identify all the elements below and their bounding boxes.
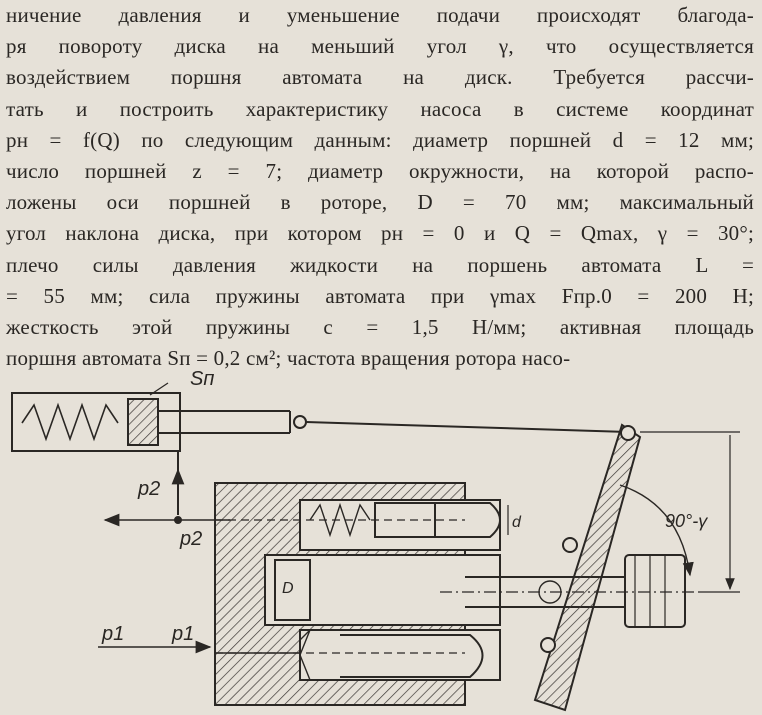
- text-line-8: угол наклона диска, при котором pн = 0 и Q = Qmax, γ = 30°;: [6, 221, 754, 246]
- pump-diagram: [0, 355, 762, 715]
- text-line-7: ложены оси поршней в роторе, D = 70 мм; максимальный: [6, 190, 754, 215]
- label-p1-inner: p1: [172, 623, 195, 645]
- label-angle: 90°-γ: [665, 511, 708, 531]
- text-line-5: pн = f(Q) по следующим данным: диаметр поршней d = 12 мм;: [6, 127, 754, 152]
- text-line-9: плечо силы давления жидкости на поршень автомата L =: [6, 252, 754, 277]
- label-p1-left: p1: [102, 623, 125, 645]
- text-line-10: = 55 мм; сила пружины автомата при γmax Fпр.0 = 200 Н;: [6, 283, 754, 308]
- label-D: D: [282, 580, 294, 597]
- pump-body: [215, 483, 500, 705]
- problem-text: [6, 0, 754, 374]
- text-line-11: жесткость этой пружины c = 1,5 Н/мм; активная площадь: [6, 314, 754, 339]
- text-line-12: поршня автомата Sп = 0,2 см²; частота вращения ротора насо-: [6, 346, 571, 371]
- text-line-1: ничение давления и уменьшение подачи происходят благода-: [6, 3, 754, 27]
- text-line-6: число поршней z = 7; диаметр окружности, на которой распо-: [6, 158, 754, 183]
- text-line-2: ря повороту диска на меньший угол γ, что осуществляется: [6, 34, 754, 59]
- label-d: d: [512, 514, 521, 531]
- text-line-3: воздействием поршня автомата на диск. Требуется рассчи-: [6, 65, 754, 90]
- label-p2-bottom: p2: [180, 528, 203, 550]
- label-p2-top: p2: [138, 478, 161, 500]
- label-s-p: Sп: [190, 368, 215, 390]
- text-line-4: тать и построить характеристику насоса в системе координат: [6, 96, 754, 121]
